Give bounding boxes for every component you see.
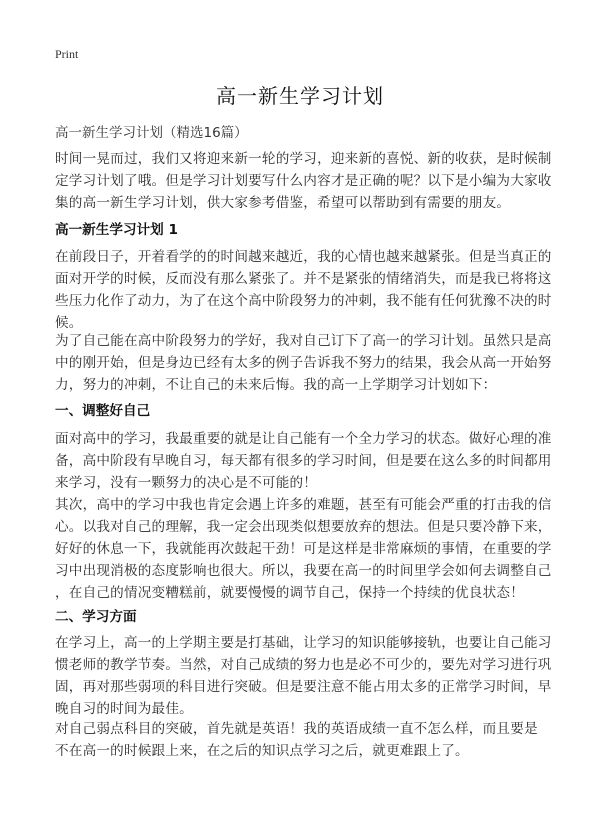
text-line: 力，努力的冲刺，不让自己的未来后悔。我的高一上学期学习计划如下： [55,377,497,393]
text-line: 面对开学的时候，反而没有那么紧张了。并不是紧张的情绪消失，而是我已将将这 [55,271,552,287]
text-line: 不在高一的时候跟上来，在之后的知识点学习之后，就更难跟上了。 [55,743,469,759]
text-line: ，在自己的情况变糟糕前，就要慢慢的调节自己，保持一个持续的优良状态！ [55,585,524,601]
intro-paragraph [55,148,555,214]
text-line: 时间一晃而过，我们又将迎来新一轮的学习，迎来新的喜悦、新的收获，是时候制 [55,151,552,167]
text-line: 备，高中阶段有早晚自习，每天都有很多的学习时间，但是要在这么多的时间都用 [55,453,552,469]
paragraph-5 [55,632,555,720]
text-line: 定学习计划了哦。但是学习计划要写什么内容才是正确的呢？以下是小编为大家收 [55,173,552,189]
paragraph-4 [55,494,555,604]
section-heading-adjust-self: 一、调整好自己 [55,403,151,419]
page-title: 高一新生学习计划 [216,84,384,108]
paragraph-6 [55,718,555,762]
section-heading-plan-1: 高一新生学习计划 1 [55,222,178,238]
text-line: 惯老师的教学节奏。当然，对自己成绩的努力也是必不可少的，要先对学习进行巩 [55,657,552,673]
text-line: 候。 [55,315,83,331]
text-line: 好好的休息一下，我就能再次鼓起干劲！可是这样是非常麻烦的事情，在重要的学 [55,541,552,557]
paragraph-2 [55,330,555,396]
text-line: 晚自习的时间为最佳。 [55,701,193,717]
paragraph-3 [55,428,555,494]
paragraph-1 [55,246,555,334]
text-line: 在学习上，高一的上学期主要是打基础，让学习的知识能够接轨，也要让自己能习 [55,635,552,651]
section-heading-study: 二、学习方面 [55,609,137,625]
text-line: 在前段日子，开着看学的的时间越来越近，我的心情也越来越紧张。但是当真正的 [55,249,552,265]
text-line: 些压力化作了动力，为了在这个高中阶段努力的冲刺，我不能有任何犹豫不决的时 [55,293,552,309]
document-subtitle: 高一新生学习计划（精选16篇） [55,125,248,141]
text-line: 中的刚开始，但是身边已经有太多的例子告诉我不努力的结果，我会从高一开始努 [55,355,552,371]
text-line: 心。以我对自己的理解，我一定会出现类似想要放弃的想法。但是只要冷静下来， [55,519,552,535]
print-link[interactable]: Print [55,47,79,61]
text-line: 为了自己能在高中阶段努力的学好，我对自己订下了高一的学习计划。虽然只是高 [55,333,552,349]
text-line: 对自己弱点科目的突破，首先就是英语！我的英语成绩一直不怎么样，而且要是 [55,721,538,737]
text-line: 其次，高中的学习中我也肯定会遇上许多的难题，甚至有可能会严重的打击我的信 [55,497,552,513]
text-line: 固，再对那些弱项的科目进行突破。但是要注意不能占用太多的正常学习时间，早 [55,679,552,695]
text-line: 来学习，没有一颗努力的决心是不可能的！ [55,475,318,491]
text-line: 习中出现消极的态度影响也很大。所以，我要在高一的时间里学会如何去调整自己 [55,563,552,579]
text-line: 面对高中的学习，我最重要的就是让自己能有一个全力学习的状态。做好心理的准 [55,431,552,447]
text-line: 集的高一新生学习计划，供大家参考借鉴，希望可以帮助到有需要的朋友。 [55,195,511,211]
